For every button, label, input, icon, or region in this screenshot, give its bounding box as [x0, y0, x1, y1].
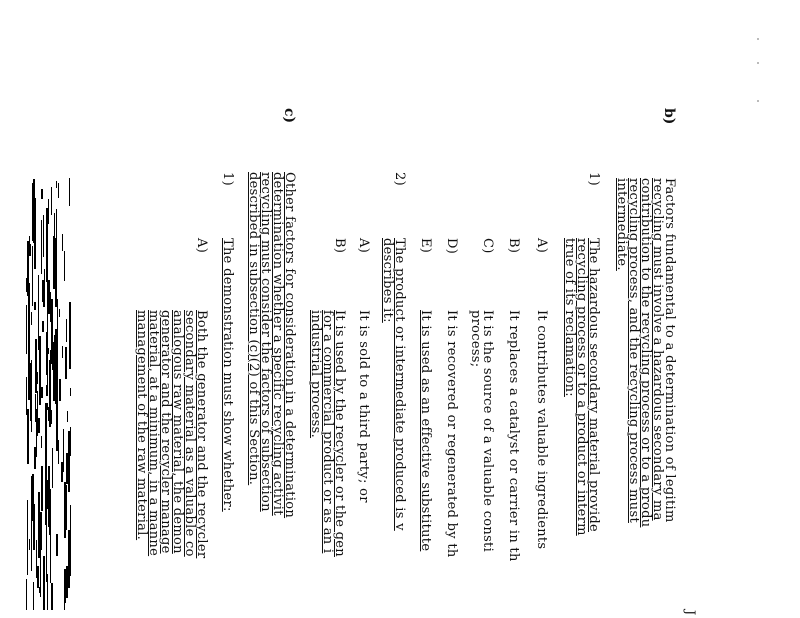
scan-streak — [33, 504, 35, 550]
scan-streak — [32, 183, 34, 241]
scan-streak — [55, 340, 56, 404]
scan-streak — [49, 489, 51, 535]
scan-streak — [36, 409, 37, 457]
sub-label-a: A) — [194, 238, 209, 254]
scan-streak — [48, 407, 49, 421]
sub-line: management of the raw material. — [134, 310, 149, 541]
scan-streak — [48, 199, 49, 224]
scan-streak — [29, 539, 30, 550]
scan-streak — [46, 532, 47, 568]
sub-label-b: B) — [332, 238, 347, 254]
section-b-intro-line: contribution to the recycling process or to a produ — [638, 178, 653, 528]
scan-streak — [45, 465, 46, 524]
scan-streak — [26, 278, 27, 292]
scan-streak — [28, 322, 30, 352]
scan-streak — [70, 544, 71, 566]
scan-streak — [67, 411, 68, 422]
scan-streak — [26, 305, 27, 354]
scan-streak — [58, 440, 59, 464]
scan-streak — [49, 360, 51, 427]
scan-speck — [757, 62, 759, 64]
scan-streak — [32, 246, 33, 271]
scan-streak — [30, 363, 31, 421]
scan-streak — [64, 569, 66, 603]
scan-streak — [59, 379, 61, 401]
sub-line: analogous raw material, the demon — [170, 310, 185, 554]
item-1-line: true of its reclamation: — [562, 238, 577, 397]
scan-streak — [57, 299, 58, 360]
sub-label-c: C) — [480, 238, 495, 254]
scan-streak — [27, 500, 28, 575]
section-c-intro-line: determination whether a specific recycling activit — [270, 172, 285, 516]
scan-streak — [50, 292, 51, 322]
scan-streak — [41, 387, 43, 398]
scan-streak — [38, 418, 40, 433]
scan-streak — [45, 403, 46, 456]
sub-label-a: A) — [534, 238, 549, 254]
scan-streak — [69, 302, 71, 369]
sub-line: secondary material as a valuable co — [182, 310, 197, 557]
section-c-intro-line: recycling must consider the factors of subsection — [258, 172, 273, 512]
scan-streak — [36, 540, 37, 578]
section-b-intro-line: Factors fundamental to a determination of legitim — [662, 178, 677, 523]
scan-streak — [65, 347, 67, 379]
scan-streak — [43, 280, 45, 307]
section-b-label: b) — [661, 108, 677, 125]
scan-streak — [31, 476, 32, 541]
scan-streak — [66, 566, 68, 598]
scan-streak — [51, 410, 52, 424]
scan-streak — [70, 427, 71, 456]
scan-speck — [757, 38, 759, 40]
scan-streak — [27, 409, 29, 464]
scan-streak — [31, 312, 32, 325]
sub-line: Both the generator and the recycler — [194, 310, 209, 559]
sub-line: generator and the recycler manage — [158, 310, 173, 554]
scan-streak — [34, 447, 36, 469]
sub-line: It is used as an effective substitute — [418, 310, 433, 552]
sub-line: It is the source of a valuable consti — [480, 310, 495, 553]
section-c-intro-line: described in subsection (c)(2) of this Section. — [246, 172, 261, 486]
scan-streak — [53, 236, 55, 289]
scan-streak — [39, 336, 41, 405]
scan-streak — [42, 280, 43, 302]
scan-streak — [39, 587, 40, 593]
scan-streak — [31, 360, 32, 432]
scan-streak — [38, 322, 39, 350]
scan-streak — [61, 462, 63, 482]
scan-streak — [62, 346, 63, 358]
sub-line: It is recovered or regenerated by th — [444, 310, 459, 558]
item-1-label: 1) — [586, 172, 601, 186]
section-c-intro-line: Other factors for consideration in a determination — [282, 172, 297, 519]
sub-line: process; — [468, 310, 483, 368]
scan-streak — [51, 187, 52, 215]
scan-streak — [68, 530, 70, 588]
scan-streak — [66, 453, 68, 484]
scan-streak — [47, 281, 48, 341]
sub-line: It is sold to a third party; or — [356, 310, 371, 503]
sub-line: It contributes valuable ingredients — [534, 310, 549, 550]
scan-streak — [64, 251, 65, 281]
scan-streak — [34, 302, 36, 310]
scan-streak — [47, 574, 48, 610]
scan-streak — [40, 550, 41, 597]
scan-streak — [56, 181, 57, 188]
scan-streak — [28, 283, 30, 323]
scan-streak — [43, 556, 45, 610]
scan-streak — [54, 218, 55, 230]
scan-streak — [46, 403, 48, 410]
scan-streak — [70, 388, 71, 396]
scan-streak — [41, 466, 43, 511]
page-marker: J — [682, 610, 697, 616]
scan-artifact — [26, 178, 74, 610]
scan-streak — [51, 299, 53, 361]
sub-line: for a commercial product or as an i — [320, 310, 335, 554]
sub-label-d: D) — [444, 238, 459, 255]
scan-streak — [47, 242, 48, 281]
scan-streak — [41, 436, 42, 448]
sub-line: It is used by the recycler or the gen — [332, 310, 347, 557]
item-2-line: describes it: — [380, 238, 395, 323]
item-1-line: The demonstration must show whether: — [220, 238, 235, 512]
scan-streak — [62, 234, 63, 251]
scan-streak — [51, 583, 53, 610]
scan-streak — [32, 269, 33, 306]
scan-streak — [56, 534, 58, 556]
item-1-line: The hazardous secondary material provide — [586, 238, 601, 533]
scan-streak — [40, 512, 42, 550]
scan-streak — [68, 431, 70, 492]
scan-streak — [52, 448, 53, 488]
scan-streak — [37, 372, 38, 384]
item-2-line: The product or intermediate produced is v — [392, 238, 407, 531]
scan-streak — [54, 335, 55, 347]
section-b-intro-line: recycling must involve a hazardous secondary ma — [650, 178, 665, 521]
item-2-label: 2) — [392, 172, 407, 186]
scan-streak — [55, 238, 57, 307]
scan-streak — [50, 564, 51, 576]
section-c-label: c) — [281, 108, 297, 124]
scan-streak — [48, 280, 50, 314]
scan-streak — [41, 189, 43, 199]
scan-streak — [69, 178, 70, 206]
scan-streak — [37, 566, 39, 588]
item-1-line: recycling process or to a product or interm — [574, 238, 589, 536]
scan-streak — [59, 309, 60, 317]
sub-label-b: B) — [506, 238, 521, 254]
scan-streak — [35, 339, 37, 393]
item-1-label: 1) — [220, 172, 235, 186]
scan-streak — [35, 394, 36, 422]
scan-speck — [757, 100, 759, 102]
scan-streak — [42, 321, 44, 332]
scan-streak — [58, 183, 59, 198]
scan-streak — [38, 492, 40, 558]
scan-streak — [26, 579, 27, 610]
scan-streak — [33, 582, 34, 610]
scan-streak — [43, 215, 44, 257]
scan-streak — [63, 429, 64, 472]
scan-streak — [29, 244, 31, 256]
sub-line: industrial process. — [308, 310, 323, 439]
scan-streak — [66, 319, 67, 342]
sub-label-e: E) — [418, 238, 433, 254]
scan-streak — [47, 358, 48, 390]
scan-streak — [37, 391, 38, 436]
scan-streak — [41, 220, 42, 274]
section-b-intro-line: intermediate. — [614, 178, 629, 271]
scan-streak — [64, 484, 66, 538]
section-b-intro-line: recycling process, and the recycling process must — [626, 178, 641, 523]
scan-streak — [26, 377, 27, 415]
sub-label-a: A) — [356, 238, 371, 254]
sub-line: It replaces a catalyst or carrier in th — [506, 310, 521, 562]
sub-line: material, at a minimum, in a manne — [146, 310, 161, 557]
